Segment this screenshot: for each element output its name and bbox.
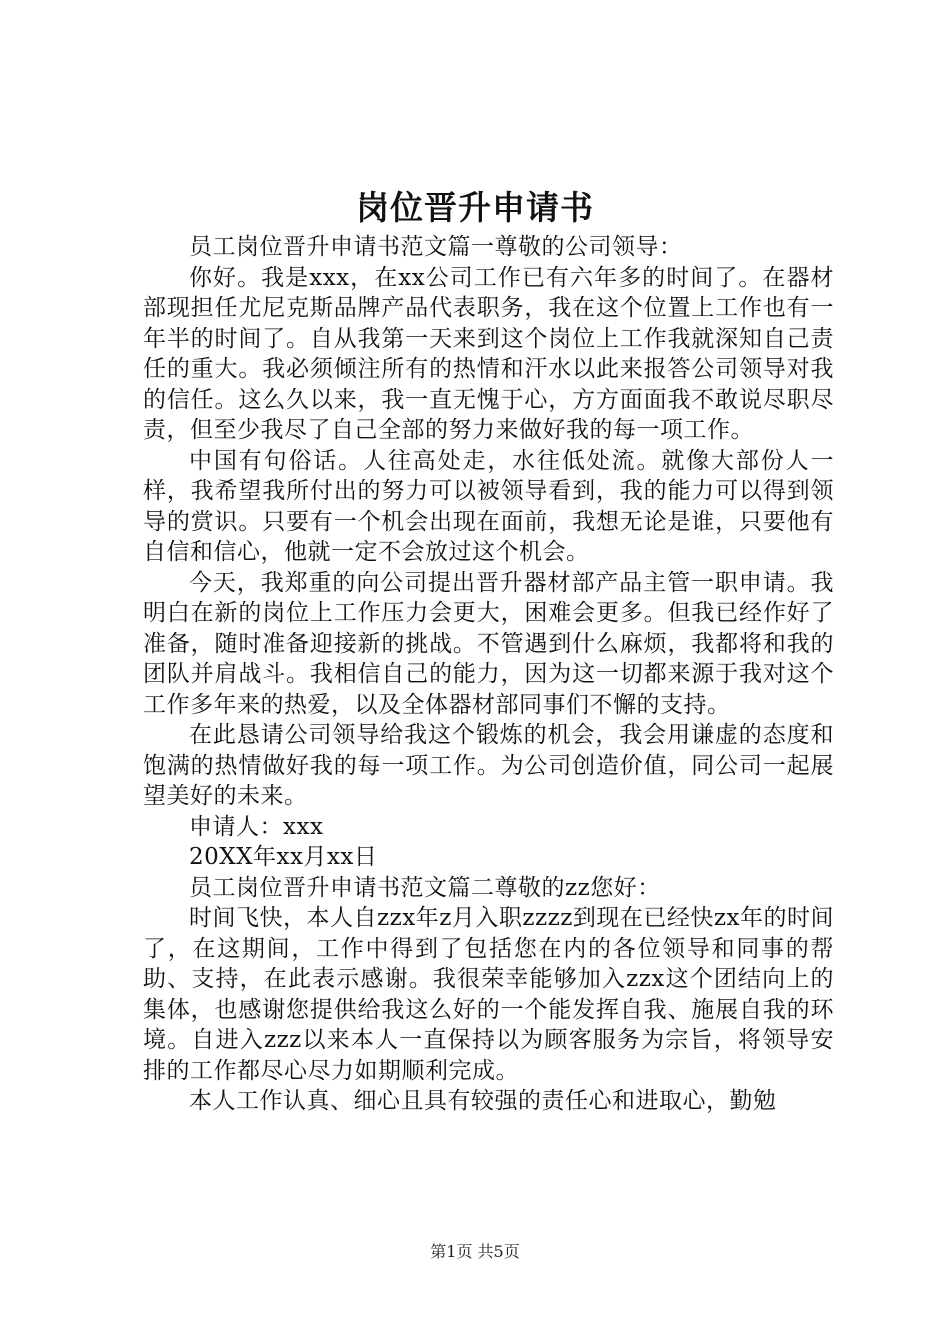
- document-body: [143, 232, 834, 1117]
- paragraph-closing: 在此恳请公司领导给我这个锻炼的机会，我会用谦虚的态度和饱满的热情做好我的每一项工作。为公司创造价值，同公司一起展望美好的未来。: [143, 722, 834, 809]
- paragraph-proverb: 中国有句俗话。人往高处走，水往低处流。就像大部份人一样，我希望我所付出的努力可以被领导看到，我的能力可以得到领导的赏识。只要有一个机会出现在面前，我想无论是谁，只要他有自信和信心，他就一定不会放过这个机会。: [143, 447, 834, 565]
- paragraph-greeting: 你好。我是xxx，在xx公司工作已有六年多的时间了。在器材部现担任尤尼克斯品牌产品代表职务，我在这个位置上工作也有一年半的时间了。自从我第一天来到这个岗位上工作我就深知自己责任的重大。我必须倾注所有的热情和汗水以此来报答公司领导对我的信任。这么久以来，我一直无愧于心，方方面面我不敢说尽职尽责，但至少我尽了自己全部的努力来做好我的每一项工作。: [143, 264, 834, 443]
- paragraph-time: 时间飞快，本人自zzx年z月入职zzzz到现在已经快zx年的时间了，在这期间，工作中得到了包括您在内的各位领导和同事的帮助、支持，在此表示感谢。我很荣幸能够加入zzx这个团结向上的集体，也感谢您提供给我这么好的一个能发挥自我、施展自我的环境。自进入zzz以来本人一直保持以为顾客服务为宗旨，将领导安排的工作都尽心尽力如期顺利完成。: [143, 905, 834, 1084]
- paragraph-intro-2: 员工岗位晋升申请书范文篇二尊敬的zz您好：: [189, 874, 661, 901]
- page-number-footer: 第1页 共5页: [430, 1242, 520, 1261]
- paragraph-intro-1: 员工岗位晋升申请书范文篇一尊敬的公司领导：: [189, 234, 683, 260]
- date-line: 20XX年xx月xx日: [189, 844, 378, 870]
- document-title: 岗位晋升申请书: [356, 188, 594, 227]
- paragraph-work-attitude: 本人工作认真、细心且具有较强的责任心和进取心，勤勉: [189, 1088, 777, 1114]
- paragraph-request: 今天，我郑重的向公司提出晋升器材部产品主管一职申请。我明白在新的岗位上工作压力会更大，困难会更多。但我已经作好了准备，随时准备迎接新的挑战。不管遇到什么麻烦，我都将和我的团队并肩战斗。我相信自己的能力，因为这一切都来源于我对这个工作多年来的热爱，以及全体器材部同事们不懈的支持。: [143, 569, 834, 718]
- applicant-line: 申请人：xxx: [189, 813, 324, 840]
